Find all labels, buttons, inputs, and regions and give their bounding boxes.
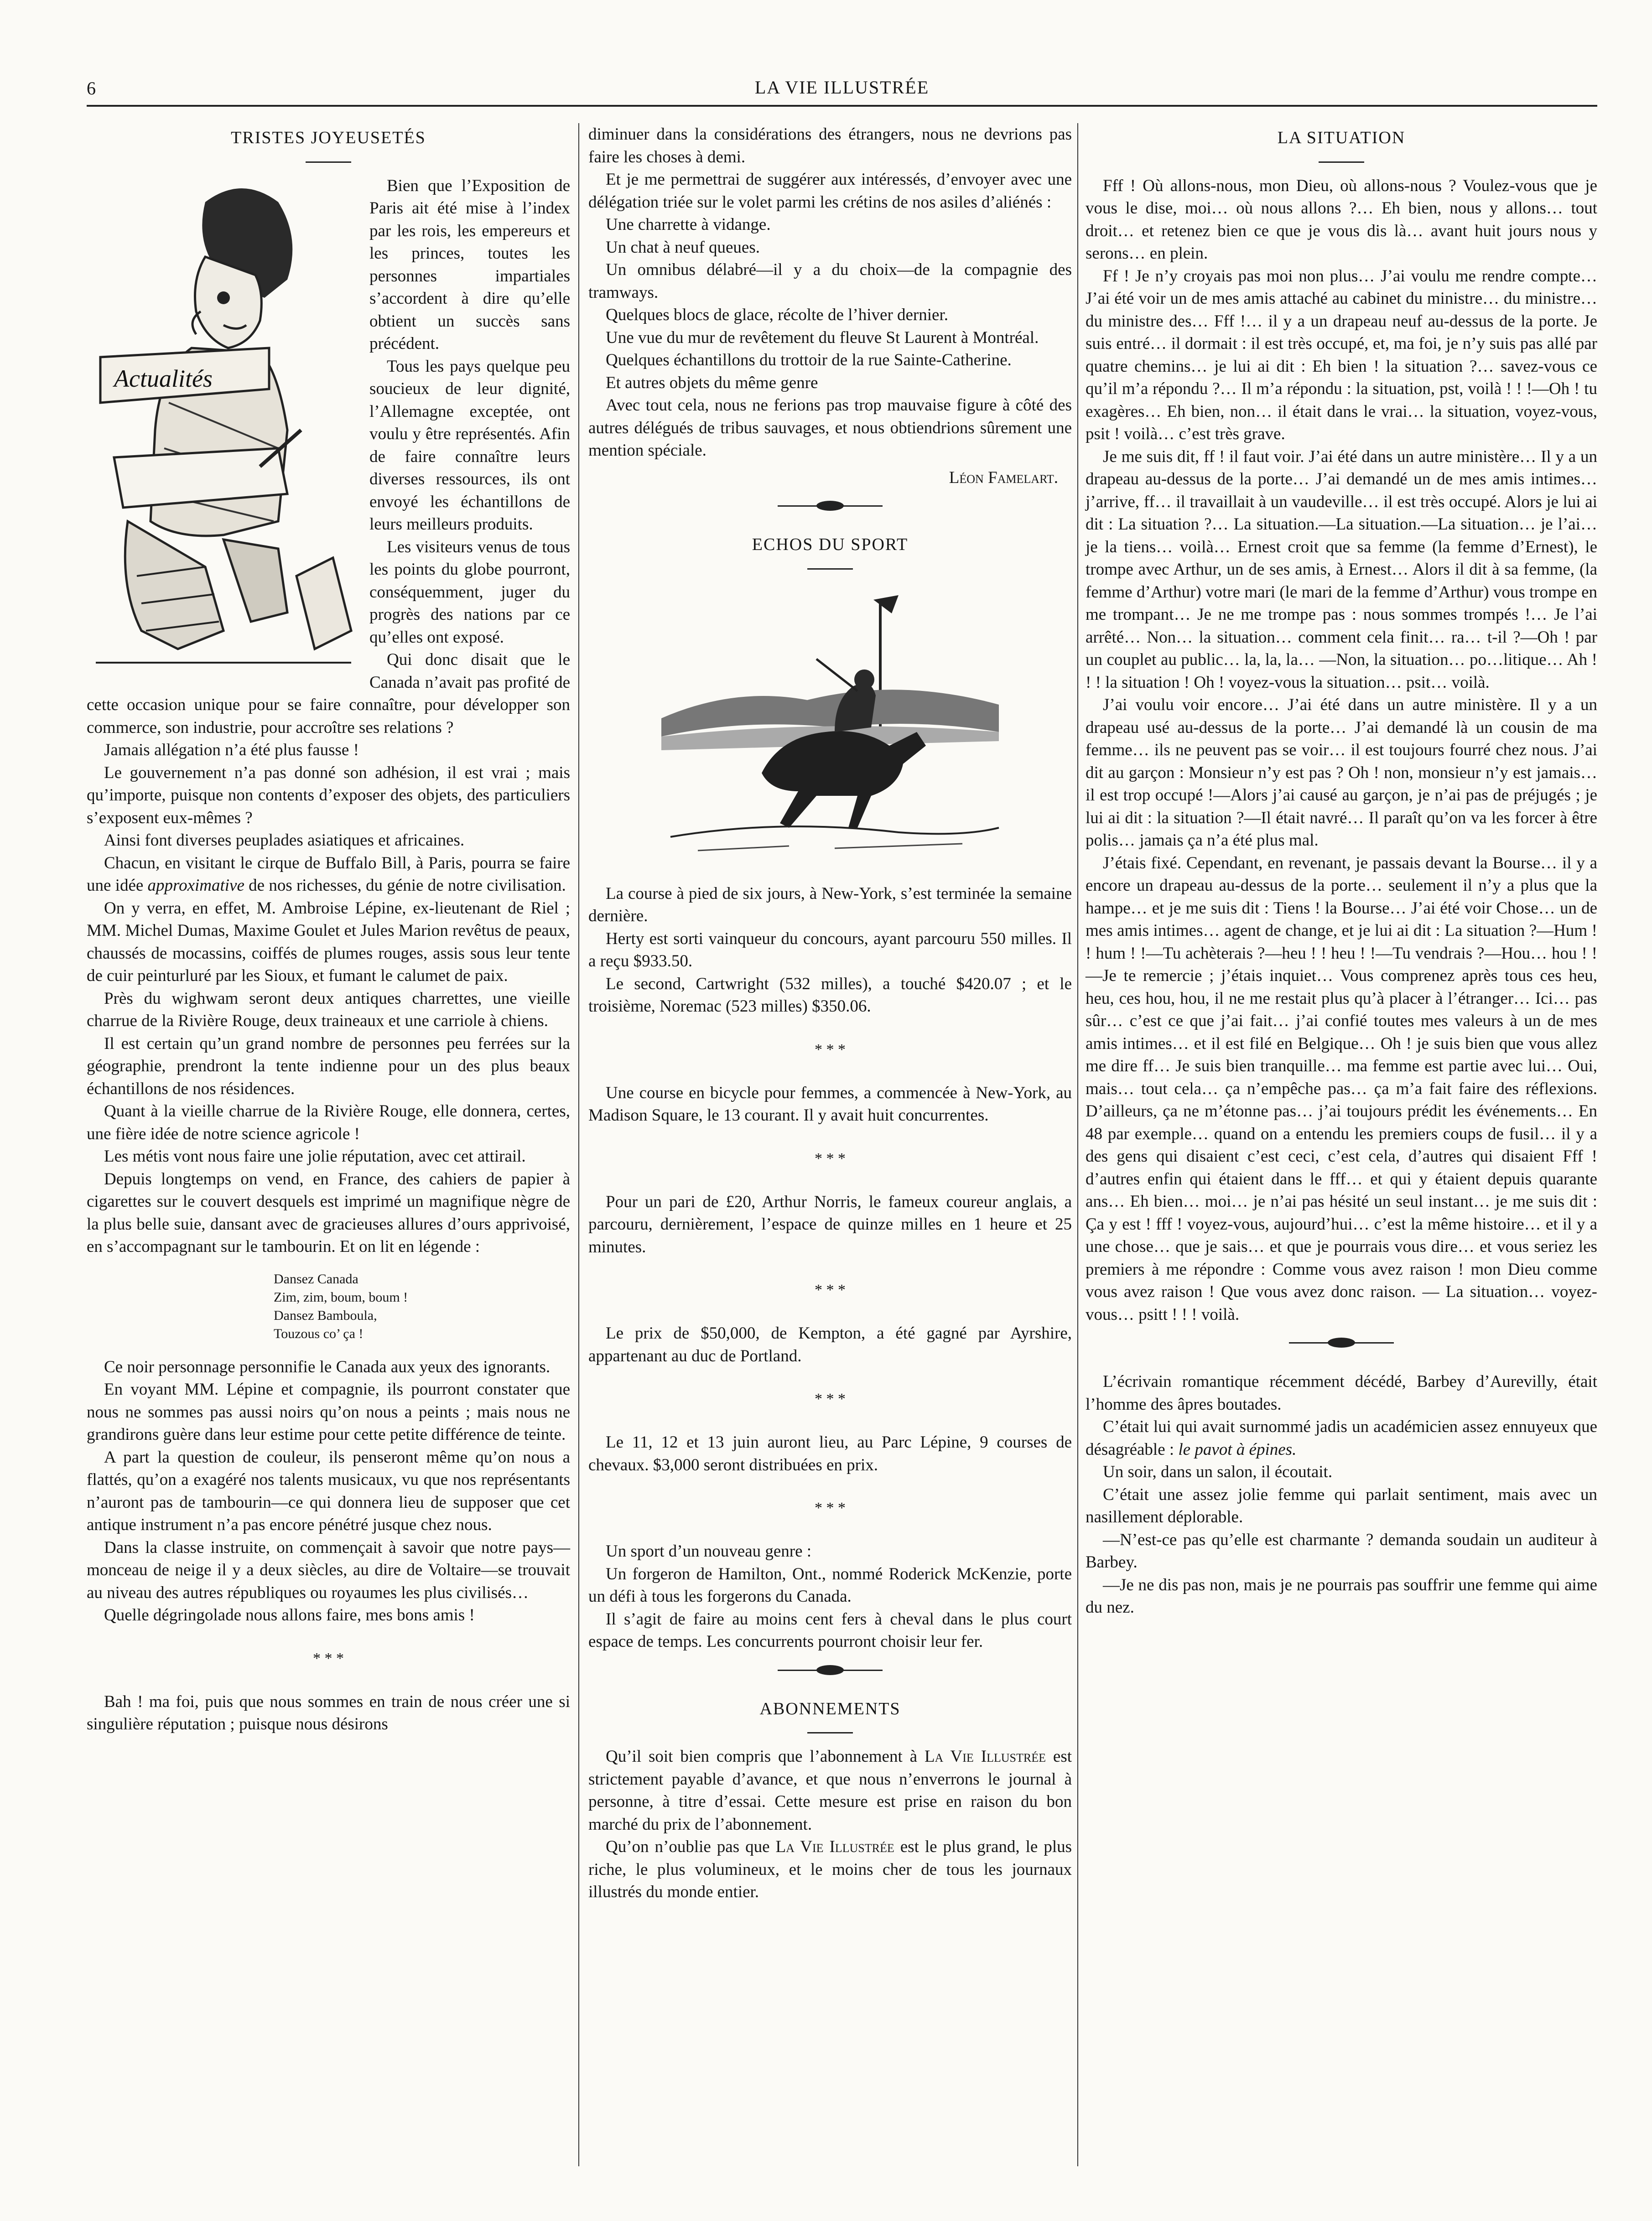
- paragraph: Fff ! Où allons-nous, mon Dieu, où allons-nous ? Voulez-vous que je vous le dise, moi… où nous allons ?… Eh bien, nous y allons… tout droit… et retenez bien ce que je vous dis là… avant huit jours nous y serons… en plein.: [1086, 176, 1597, 263]
- page-number: 6: [87, 78, 96, 99]
- paragraph: Le gouvernement n’a pas donné son adhésion, il est vrai ; mais qu’importe, puisque non contents d’exposer des objets, des particuliers s’exposent eux-mêmes ?: [87, 763, 570, 827]
- column-rule: [1077, 123, 1078, 2166]
- list-item: Quelques échantillons du trottoir de la rue Sainte-Catherine.: [606, 351, 1012, 369]
- lyric-line: Dansez Bamboula,: [274, 1308, 377, 1323]
- paragraph: Il s’agit de faire au moins cent fers à cheval dans le plus court espace de temps. Les concurrents pourront choisir leur fer.: [588, 1609, 1072, 1651]
- paragraph: Qui donc disait que le Canada n’avait pas profité de cette occasion unique pour se faire connaître, pour développer son commerce, son industrie, pour accroître ses relations ?: [87, 650, 570, 737]
- journal-title: LA VIE ILLUSTRÉE: [754, 77, 930, 98]
- asterism: * * *: [815, 1391, 846, 1407]
- paragraph: Il est certain qu’un grand nombre de personnes peu ferrées sur la géographie, prendront la tente indienne pour un des plus beaux échantillons de nos résidences.: [87, 1034, 570, 1098]
- asterism: * * *: [815, 1500, 846, 1516]
- journal-name: La Vie Illustrée: [775, 1837, 894, 1856]
- paragraph: Un soir, dans un salon, il écoutait.: [1103, 1463, 1333, 1481]
- song-lyrics: [274, 1270, 570, 1343]
- text-run: de nos richesses, du génie de notre civilisation.: [244, 876, 566, 895]
- paragraph: Quelle dégringolade nous allons faire, mes bons amis !: [104, 1606, 475, 1624]
- paragraph: Le second, Cartwright (532 milles), a touché $420.07 ; et le troisième, Noremac (523 milles) $350.06.: [588, 974, 1072, 1016]
- article-title: TRISTES JOYEUSETÉS: [231, 128, 426, 147]
- paragraph: Bah ! ma foi, puis que nous sommes en train de nous créer une si singulière réputation ; puisque nous désirons: [87, 1692, 570, 1733]
- paragraph: Les visiteurs venus de tous les points du globe pourront, conséquemment, juger du progrès des nations par ce qu’elles ont exposé.: [369, 537, 570, 647]
- paragraph: L’écrivain romantique récemment décédé, Barbey d’Aurevilly, était l’homme des âpres boutades.: [1086, 1372, 1597, 1414]
- paragraph: Une course en bicycle pour femmes, a commencée à New-York, au Madison Square, le 13 courant. Il y avait huit concurrentes.: [588, 1083, 1072, 1125]
- column-rule: [578, 123, 579, 2166]
- paragraph: —Je ne dis pas non, mais je ne pourrais pas souffrir une femme qui aime du nez.: [1086, 1575, 1597, 1617]
- paragraph: Dans la classe instruite, on commençait à savoir que notre pays—monceau de neige il y a deux siècles, au dire de Voltaire—se trouvait au niveau des autres républiques ou royaumes les plus civilisés…: [87, 1538, 570, 1602]
- title-rule: [306, 161, 351, 163]
- paragraph: Herty est sorti vainqueur du concours, ayant parcouru 550 milles. Il a reçu $933.50.: [588, 929, 1072, 970]
- paragraph: Ce noir personnage personnifie le Canada aux yeux des ignorants.: [104, 1357, 551, 1376]
- text-run: C’était lui qui avait surnommé jadis un académicien assez ennuyeux que désagréable :: [1086, 1417, 1597, 1459]
- lyric-line: Touzous co’ ça !: [274, 1326, 364, 1341]
- text-run: est le plus grand, le plus riche, le plus volumineux, et le moins cher de tous les journaux illustrés du monde entier.: [588, 1837, 1072, 1901]
- paragraph: Avec tout cela, nous ne ferions pas trop mauvaise figure à côté des autres délégués de tribus sauvages, et nous obtiendrions sûrement une mention spéciale.: [588, 396, 1072, 460]
- paragraph: Les métis vont nous faire une jolie réputation, avec cet attirail.: [104, 1147, 526, 1166]
- paragraph: [87, 852, 570, 897]
- paragraph: Le prix de $50,000, de Kempton, a été gagné par Ayrshire, appartenant au duc de Portland.: [588, 1324, 1072, 1365]
- paragraph: Jamais allégation n’a été plus fausse !: [104, 741, 359, 759]
- section-title: ABONNEMENTS: [759, 1699, 901, 1718]
- paragraph: Quant à la vieille charrue de la Rivière Rouge, elle donnera, certes, une fière idée de notre science agricole !: [87, 1102, 570, 1143]
- list-item: Un chat à neuf queues.: [606, 238, 760, 257]
- text-run: Qu’on n’oublie pas que: [606, 1837, 776, 1856]
- section-separator: [778, 1664, 883, 1676]
- asterism: * * *: [313, 1650, 344, 1667]
- column-3: [1086, 123, 1597, 1619]
- paragraph: Pour un pari de £20, Arthur Norris, le fameux coureur anglais, a parcouru, dernièrement, l’espace de quinze milles en 1 heure et 25 minutes.: [588, 1192, 1072, 1256]
- paragraph: Près du wighwam seront deux antiques charrettes, une vieille charrue de la Rivière Rouge, deux traineaux et une carriole à chiens.: [87, 989, 570, 1030]
- list-item: Quelques blocs de glace, récolte de l’hiver dernier.: [606, 306, 948, 324]
- paragraph: Depuis longtemps on vend, en France, des cahiers de papier à cigarettes sur le couvert desquels est imprimé un magnifique nègre de la plus belle suie, dansant avec de gracieuses allures d’ours apprivoisé, en s’accompagnant sur le tambourin. Et on lit en légende :: [87, 1169, 570, 1256]
- paragraph: C’était une assez jolie femme qui parlait sentiment, mais avec un nasillement déplorable.: [1086, 1485, 1597, 1526]
- paragraph: Bien que l’Exposition de Paris ait été mise à l’index par les rois, les empereurs et les princes, toutes les personnes impartiales s’accordent à dire qu’elle obtient un succès sans précédent.: [369, 176, 570, 353]
- italic-text: approximative: [147, 876, 244, 895]
- paragraph: En voyant MM. Lépine et compagnie, ils pourront constater que nous ne sommes pas aussi noirs qu’on nous a peints ; mais nous ne grandirons guère dans leur estime pour cette petite différence de teinte.: [87, 1380, 570, 1444]
- column-2: [588, 123, 1072, 1904]
- paragraph: Et je me permettrai de suggérer aux intéressés, d’envoyer avec une délégation triée sur le volet parmi les crétins de nos asiles d’aliénés :: [588, 170, 1072, 212]
- list-item: Un omnibus délabré—il y a du choix—de la compagnie des tramways.: [588, 260, 1072, 302]
- list-item: Une charrette à vidange.: [606, 215, 771, 234]
- asterism: * * *: [815, 1282, 846, 1298]
- paragraph: Ff ! Je n’y croyais pas moi non plus… J’ai voulu me rendre compte… J’ai été voir un de mes amis attaché au cabinet du ministre… du ministre… du ministre des… Fff !… il y a un drapeau neuf au-dessus de la porte. Je suis entré… il dormait : il est très occupé, et, ma foi, je n’y suis pas allé par quatre chemins… je lui ai dit : Eh bien ! la situation ?… savez-vous ce qu’il m’a répondu ?… Il m’a répondu : la situation, pst, voilà ! ! !—Oh ! tu exagères… Eh bien, non… il était dans le vrai… la situation, voyez-vous, psit ! voilà… c’est très grave.: [1086, 266, 1597, 443]
- journal-name: La Vie Illustrée: [924, 1747, 1046, 1766]
- title-rule: [807, 1732, 853, 1733]
- paragraph: A part la question de couleur, ils penseront même qu’on nous a flattés, qu’on a exagéré nos talents musicaux, vu que nos représentants n’auront pas de tambourin—ce qui donnera lieu de supposer que cet antique instrument n’a pas encore pénétré jusque chez nous.: [87, 1448, 570, 1534]
- paragraph: La course à pied de six jours, à New-York, s’est terminée la semaine dernière.: [588, 884, 1072, 925]
- list-item: Et autres objets du même genre: [606, 373, 818, 392]
- text-run: Chacun, en visitant le cirque de Buffalo Bill, à Paris, pourra se faire une idée: [87, 853, 570, 895]
- asterism: * * *: [815, 1150, 846, 1167]
- paragraph: On y verra, en effet, M. Ambroise Lépine, ex-lieutenant de Riel ; MM. Michel Dumas, Maxime Goulet et Jules Marion revêtus de peaux, chaussés de mocassins, coiffés de plumes rouges, assis sous leur tente de cuir peinturluré par les Sioux, et fumant le calumet de paix.: [87, 898, 570, 985]
- paragraph: Un forgeron de Hamilton, Ont., nommé Roderick McKenzie, porte un défi à tous les forgerons du Canada.: [588, 1564, 1072, 1606]
- cartoon-caption: Actualités: [114, 364, 213, 392]
- column-1: [87, 123, 570, 1736]
- text-run: est strictement payable d’avance, et que nous n’enverrons le journal à personne, à titre d’essai. Cette mesure est prise en raison du bon marché du prix de l’abonnement.: [588, 1747, 1072, 1834]
- section-separator: [1289, 1337, 1394, 1349]
- article-title: LA SITUATION: [1277, 128, 1406, 147]
- horse-race-illustration: [643, 581, 1017, 864]
- paragraph: J’étais fixé. Cependant, en revenant, je passais devant la Bourse… il y a encore un drapeau au-dessus de la porte… seulement il n’y a plus que la hampe… et je me suis dit : Tiens ! la Bourse… J’ai été voir Chose… un de mes amis intimes… agent de change, et je lui ai dit : La situation ?—Hum ! ! hum ! !—Tu achèterais ?—heu ! ! heu ! !—Tu vendrais ?—Hou… hou ! !—Je te remercie ; j’étais inquiet… Vous comprenez après tous ces heu, heu, ces hou, hou, il ne me restait plus qu’à placer à l’étranger… Ici… pas sûr… c’est ce que j’ai fait… j’ai confié toutes mes valeurs à un de mes amis intimes… et il est filé en Belgique… Oh ! je suis bien que vous allez me dire ff… Je suis bien tranquille… ma femme est partie avec lui… Oui, mais… tout cela… ça n’empêche pas… ça m’a fait faire des réflexions. D’ailleurs, ça ne m’étonne pas… j’ai toujours prédit les événements… En 48 par exemple… quand on a entendu les premiers coups de fusil… il y a des gens qui disaient c’est ceci, c’est cela, d’autres qui disaient Fff ! d’autres enfin qui étaient dans le fff… et qui y étaient depuis quarante ans… Eh bien… moi… je n’ai pas hésité un seul instant… je me suis dit : Ça y est ! fff ! voyez-vous, aujourd’hui… c’est la même histoire… et il y a une chose… que je sais… et que je pourrais vous dire… et vous seriez les premiers à me répondre : Comme vous avez raison ! mon Dieu comme vous avez raison ! Que vous avez donc raison. — La situation… voyez-vous… psitt ! ! ! voilà.: [1086, 853, 1597, 1324]
- paragraph: Un sport d’un nouveau genre :: [606, 1542, 812, 1561]
- section-title: ECHOS DU SPORT: [752, 535, 909, 554]
- cartoon-illustration: [87, 175, 360, 676]
- paragraph: [588, 1745, 1072, 1836]
- paragraph: Le 11, 12 et 13 juin auront lieu, au Parc Lépine, 9 courses de chevaux. $3,000 seront distribuées en prix.: [588, 1433, 1072, 1474]
- text-run: Qu’il soit bien compris que l’abonnement à: [606, 1747, 925, 1766]
- paragraph: J’ai voulu voir encore… J’ai été dans un autre ministère. Il y a un drapeau usé au-dessus de la porte… J’ai demandé là un cousin de ma femme… ils ne peuvent pas se voir… il est toujours fourré chez nous. J’ai dit au garçon : Monsieur n’y est pas ? Oh ! non, monsieur n’y est jamais… il est trop occupé !—Alors j’ai causé au garçon, je n’ai pas de préjugés ; je lui ai dit : la situation ?—Il était navré… Il paraît qu’on va les forcer à être polis… jamais ça n’a été plus mal.: [1086, 695, 1597, 850]
- lyric-line: Zim, zim, boum, boum !: [274, 1289, 408, 1305]
- paragraph: [1086, 1416, 1597, 1461]
- title-rule: [1319, 161, 1364, 163]
- paragraph: Tous les pays quelque peu soucieux de leur dignité, l’Allemagne exceptée, ont voulu y être représentés. Afin de faire connaître leurs diverses ressources, ils ont envoyé les échantillons de leurs meilleurs produits.: [369, 357, 570, 534]
- author-signature: Léon Famelart.: [949, 468, 1058, 487]
- page-header: [87, 73, 1597, 107]
- list-item: Une vue du mur de revêtement du fleuve St Laurent à Montréal.: [606, 328, 1039, 347]
- section-separator: [778, 500, 883, 512]
- paragraph: diminuer dans la considérations des étrangers, nous ne devrions pas faire les choses à demi.: [588, 125, 1072, 166]
- paragraph: Je me suis dit, ff ! il faut voir. J’ai été dans un autre ministère… Il y a un drapeau au-dessus de la porte… J’ai demandé un de mes amis intimes… j’arrive, ff… il travaillait à un vaudeville… il est très occupé. Alors je lui ai dit : La situation ?… La situation.—La situation.—La situation… je l’ai… je la tiens… voilà… Ernest croit que sa femme (la femme d’Ernest), le trompe avec Arthur, un de ses amis, à Ernest… Alors il dit à sa femme, (la femme d’Arthur) votre mari (le mari de la femme d’Arthur) vous trompe en me trompant… Je ne me trompe pas : nous sommes trompés !… Je l’ai arrêté… Non… la situation… comment cela finit… ra… t-il ?—Oh ! par un couplet au public… la, la, la… —Non, la situation… po…litique… Ah ! ! ! la situation ! Oh ! voyez-vous la situation… psit… voilà.: [1086, 447, 1597, 692]
- lyric-line: Dansez Canada: [274, 1271, 358, 1287]
- asterism: * * *: [815, 1041, 846, 1058]
- title-rule: [807, 568, 853, 570]
- paragraph: —N’est-ce pas qu’elle est charmante ? demanda soudain un auditeur à Barbey.: [1086, 1530, 1597, 1572]
- italic-text: le pavot à épines.: [1178, 1440, 1297, 1459]
- paragraph: [588, 1836, 1072, 1904]
- paragraph: Ainsi font diverses peuplades asiatiques et africaines.: [104, 831, 465, 850]
